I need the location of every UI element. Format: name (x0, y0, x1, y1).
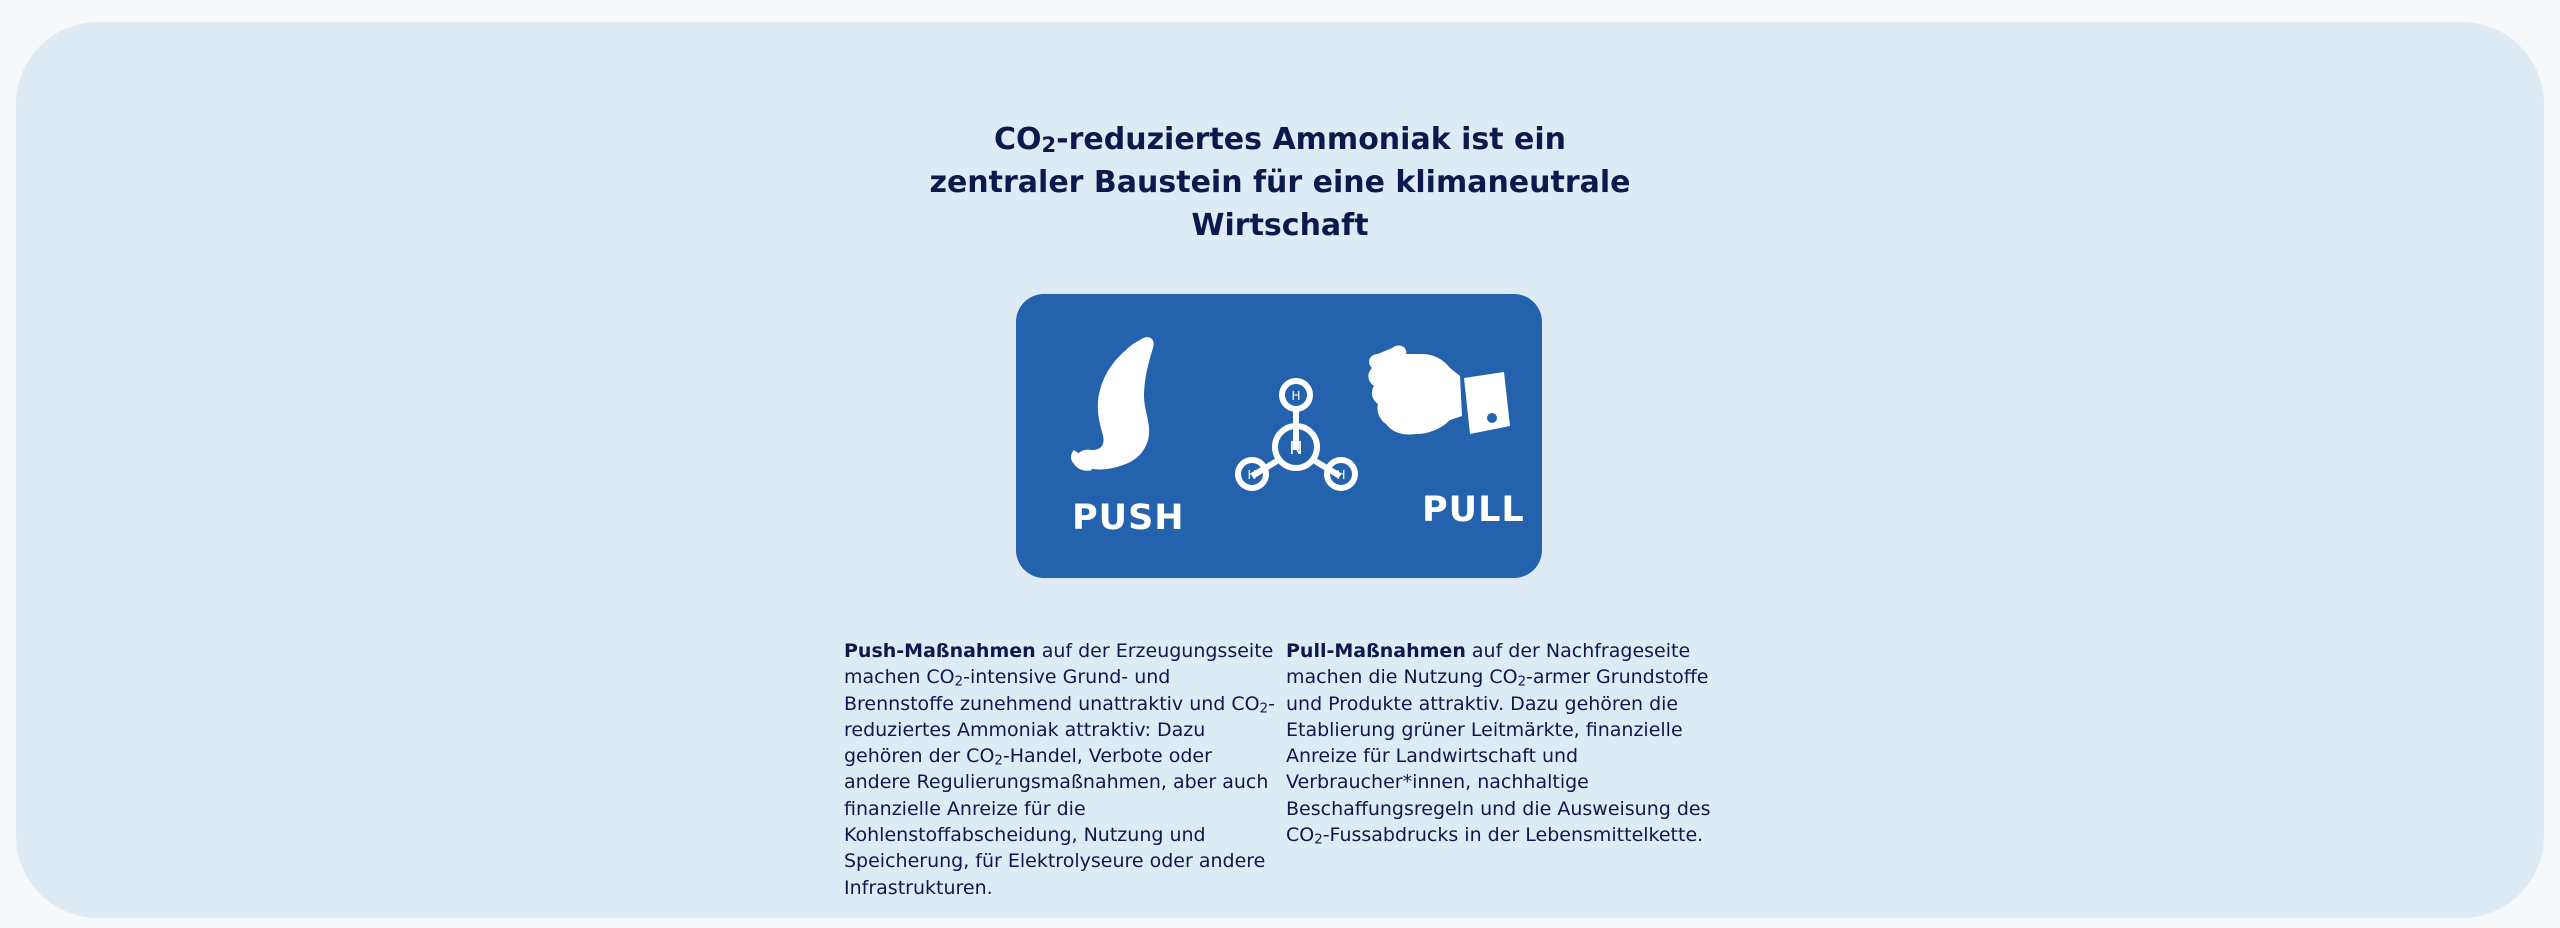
atom-h-label: H (1336, 468, 1346, 482)
page-title (880, 118, 1680, 247)
title-line-1: $CO_2$-reduziertes Ammoniak ist ein (994, 122, 1566, 158)
atom-h-label: H (1247, 468, 1257, 482)
atom-n-label: N (1289, 438, 1303, 459)
atom-h-label: H (1291, 389, 1301, 403)
title-line-2: zentraler Baustein für eine klimaneutrale (929, 165, 1631, 200)
title-line-3: Wirtschaft (1191, 208, 1369, 243)
push-heading: Push-Maßnahmen (844, 640, 1036, 662)
push-description: Push-Maßnahmen auf der Erzeugungsseite machen $CO_2$-intensive Grund- und Brennstoffe zunehmend unattraktiv und $CO_2$-reduziertes Ammoniak attraktiv: Dazu gehören der $CO_2$-Handel, Verbote oder andere Regulierungsmaßnahmen, aber auch finanzielle Anreize für die Kohlenstoffabscheidung, Nutzung und Speicherung, für Elektrolyseure oder andere Infrastrukturen. (844, 640, 1275, 899)
hand-stop-icon (1071, 337, 1154, 471)
push-pull-graphic (1016, 294, 1542, 578)
push-label: PUSH (1072, 498, 1185, 538)
pull-heading: Pull-Maßnahmen (1286, 640, 1466, 662)
pull-description: Pull-Maßnahmen auf der Nachfrageseite machen die Nutzung $CO_2$-armer Grundstoffe und Produkte attraktiv. Dazu gehören die Etablierung grüner Leitmärkte, finanzielle Anreize für Landwirtschaft und Verbraucher*innen, nachhaltige Beschaffungsregeln und die Ausweisung des $CO_2$-Fussabdrucks in der Lebensmittelkette. (1286, 640, 1711, 848)
hand-pull-icon (1368, 346, 1510, 435)
pull-label: PULL (1422, 490, 1525, 530)
